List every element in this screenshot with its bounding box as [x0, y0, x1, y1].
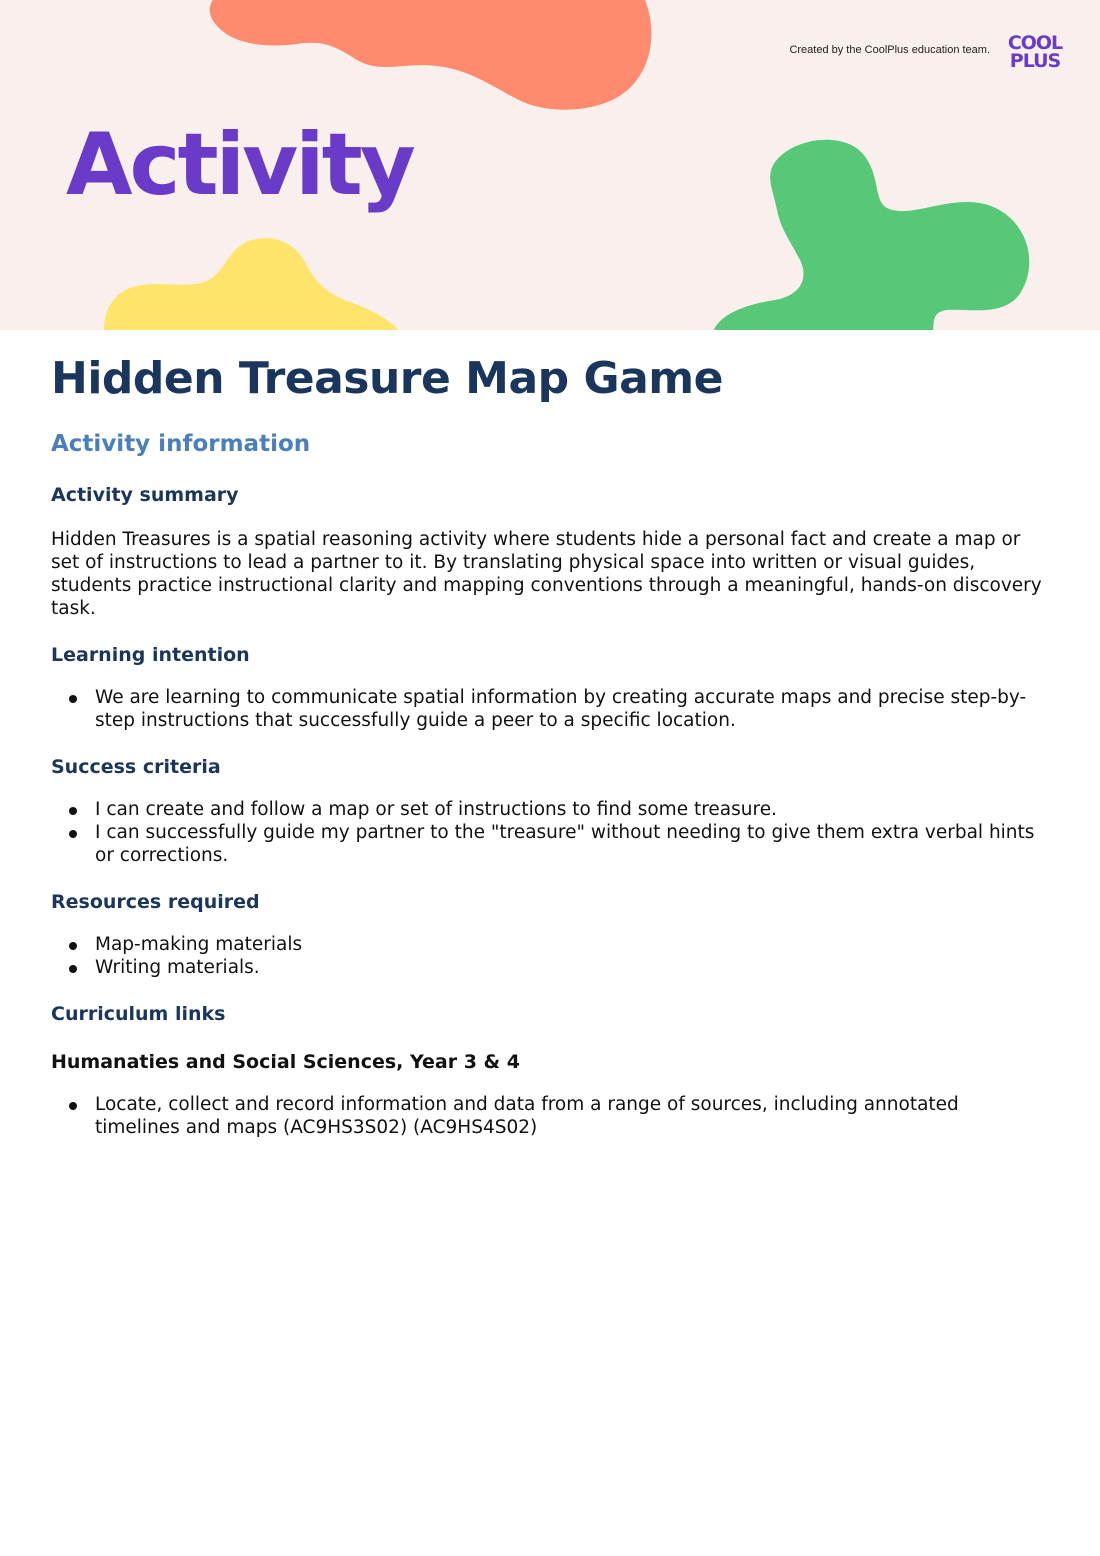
activity-summary-text: Hidden Treasures is a spatial reasoning activity where students hide a personal fact and create a map or set of instructions to lead a partner to it. By translating physical space into written or visual guides, students practice instructional clarity and mapping conventions through a meaningful, hands-on discovery task. — [51, 529, 1042, 619]
heading-curriculum-links: Curriculum links — [51, 1003, 226, 1025]
list-item — [51, 1093, 1049, 1139]
heading-activity-summary: Activity summary — [51, 484, 239, 506]
resources-list — [51, 933, 1049, 979]
list-item-text: I can create and follow a map or set of instructions to find some treasure. — [95, 799, 777, 820]
list-item-text: I can successfully guide my partner to the "treasure" without needing to give them extra verbal hints or corrections. — [95, 822, 1035, 866]
bullet-icon — [69, 1102, 77, 1110]
list-item-text: Writing materials. — [95, 957, 260, 978]
document-content — [51, 350, 1049, 1139]
document-title: Hidden Treasure Map Game — [51, 353, 723, 404]
curriculum-list — [51, 1093, 1049, 1139]
list-item-text: We are learning to communicate spatial information by creating accurate maps and precise step-by-step instructions that successfully guide a peer to a specific location. — [95, 687, 1027, 731]
yellow-blob-shape — [100, 234, 400, 330]
bullet-icon — [69, 830, 77, 838]
list-item — [51, 798, 1049, 821]
list-item — [51, 686, 1049, 732]
list-item-text: Locate, collect and record information and data from a range of sources, including annotated timelines and maps (AC9HS3S02) (AC9HS4S02) — [95, 1094, 959, 1138]
bullet-icon — [69, 695, 77, 703]
logo-line-plus: PLUS — [1009, 50, 1061, 72]
coral-blob-shape — [205, 0, 660, 120]
list-item-text: Map-making materials — [95, 934, 303, 955]
list-item — [51, 933, 1049, 956]
section-heading-activity-information: Activity information — [51, 431, 311, 457]
green-blob-shape — [705, 132, 1040, 330]
learning-intention-list — [51, 686, 1049, 732]
list-item — [51, 956, 1049, 979]
bullet-icon — [69, 942, 77, 950]
heading-success-criteria: Success criteria — [51, 756, 221, 778]
header-banner — [0, 0, 1100, 330]
success-criteria-list — [51, 798, 1049, 867]
banner-title: Activity — [66, 115, 413, 215]
bullet-icon — [69, 965, 77, 973]
bullet-icon — [69, 807, 77, 815]
logo-line-cool: COOL — [1007, 32, 1063, 54]
heading-learning-intention: Learning intention — [51, 644, 250, 666]
heading-resources-required: Resources required — [51, 891, 260, 913]
list-item — [51, 821, 1049, 867]
credit-text: Created by the CoolPlus education team. — [789, 44, 990, 56]
curriculum-subject-heading: Humanaties and Social Sciences, Year 3 & 4 — [51, 1051, 520, 1073]
coolplus-logo — [1004, 34, 1066, 70]
